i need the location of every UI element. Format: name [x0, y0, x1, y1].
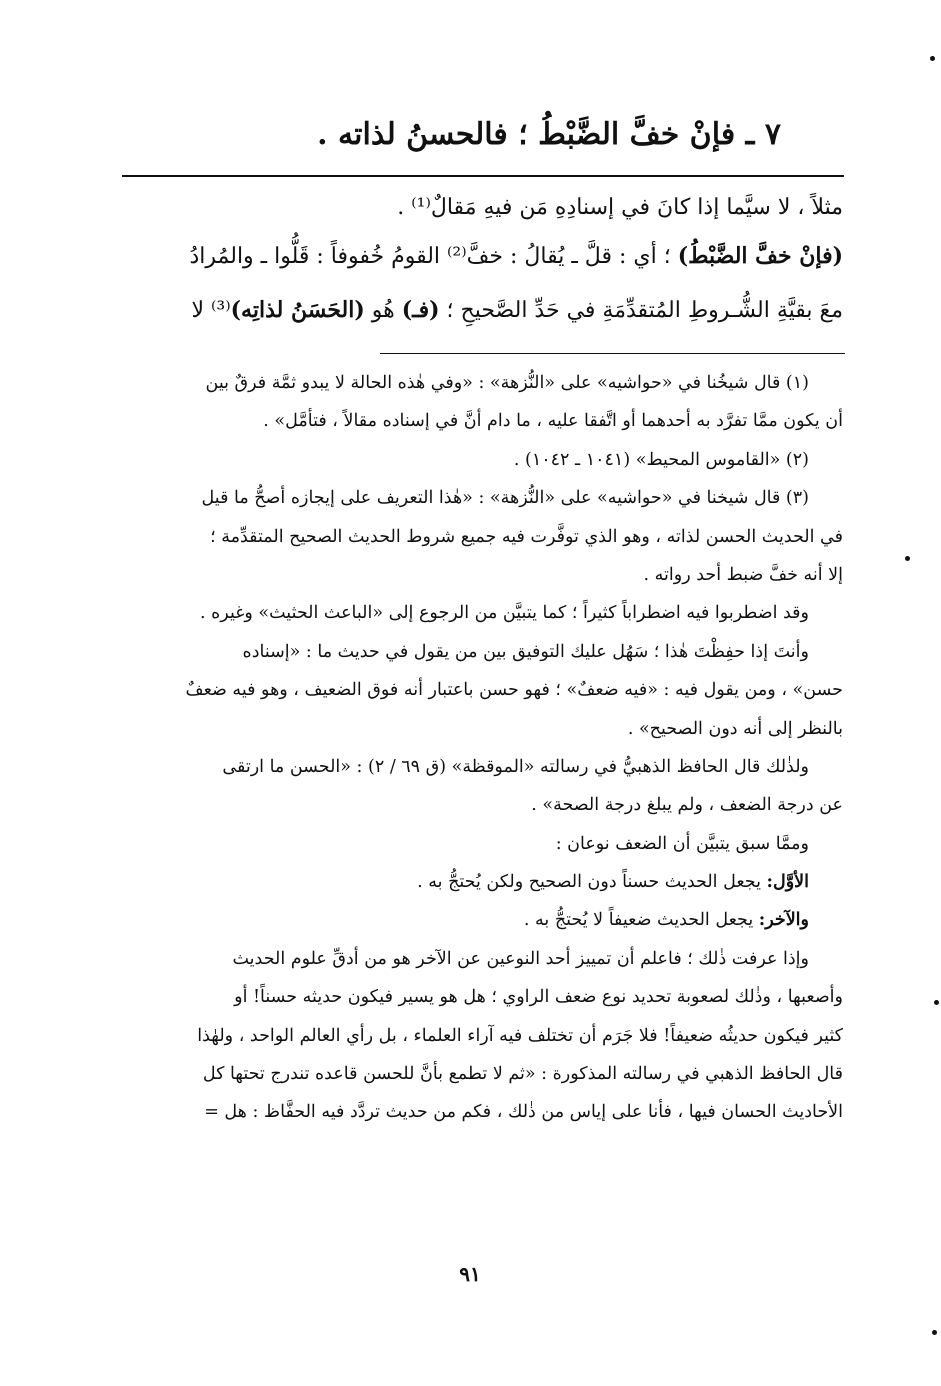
chapter-title: ٧ ـ فإنْ خفَّ الضَّبْطُ ؛ فالحسنُ لذاته . [317, 117, 781, 152]
footnote-line-text: يجعل الحديث ضعيفاً لا يُحتجُّ به . [523, 910, 754, 931]
footnote-line [121, 901, 843, 939]
main-line-3-bold-2: (الحَسَنُ لذاتِه) [230, 297, 365, 323]
main-line-3-bold-1: (فـ) [401, 297, 440, 323]
main-text [121, 182, 843, 336]
footnote-separator [380, 353, 845, 354]
footnote-line: حسن» ، ومن يقول فيه : «فيه ضعفٌ» ؛ فهو حسن باعتبار أنه فوق الضعيف ، وهو فيه ضعفٌ [185, 680, 843, 701]
scan-speck [930, 56, 935, 61]
main-line-3-end: ⁽³⁾ لا [191, 298, 231, 323]
footnote-line: أن يكون ممَّا تفرَّد به أحدهما أو اتَّفقا عليه ، ما دام أنَّ في إسناده مقالاً ، فتأمَّل» . [263, 411, 843, 432]
footnote-line: وأنتَ إذا حفِظْتَ هٰذا ؛ سَهُل عليك التوفيق بين من يقول في حديث ما : «إسناده [242, 641, 809, 662]
title-rule [122, 175, 844, 177]
footnotes [121, 364, 843, 1132]
page-number: ٩١ [459, 1262, 481, 1286]
main-line-3 [121, 284, 843, 336]
scan-speck [905, 556, 910, 561]
main-line-2-bold: (فإنْ خفَّ الضَّبْطُ) [677, 243, 843, 269]
scan-speck [932, 1330, 937, 1335]
footnote-line: (١) قال شيخُنا في «حواشيه» على «النُّزهة» : «وفي هٰذه الحالة لا يبدو ثمَّة فرقٌ بين [205, 373, 809, 393]
main-line-2 [121, 230, 843, 284]
footnote-line: بالنظر إلى أنه دون الصحيح» . [627, 718, 843, 739]
main-line-2-rest: ؛ أي : قلَّ ـ يُقالُ : خفَّ⁽²⁾ القومُ خُفوفاً : قَلُّوا ـ والمُرادُ [189, 244, 678, 269]
main-line-3-start: معَ بقيَّةِ الشُّـروطِ المُتقدِّمَةِ في حَدِّ الصَّحيحِ ؛ [439, 298, 843, 323]
footnote-line: وإذا عرفت ذٰلك ؛ فاعلم أن تمييز أحد النوعين عن الآخر هو من أدقِّ علوم الحديث [232, 948, 809, 969]
footnote-line: كثير فيكون حديثُه ضعيفاً! فلا جَرَم أن تختلف فيه آراء العلماء ، بل رأي العالم الواحد ، ولهٰذا [197, 1025, 843, 1046]
footnote-line: (٣) قال شيخنا في «حواشيه» على «النُّزهة» : «هٰذا التعريف على إيجازه أصحُّ ما قيل [201, 488, 809, 509]
main-line-3-mid: هُو [364, 298, 402, 323]
footnote-line: الأحاديث الحسان فيها ، فأنا على إياس من ذٰلك ، فكم من حديث تردَّد فيه الحفَّاظ : هل = [204, 1102, 843, 1123]
footnote-label-first: الأوَّل: [766, 872, 809, 893]
footnote-line: إلا أنه خفَّ ضبط أحد رواته . [643, 564, 843, 585]
footnote-line [121, 863, 843, 901]
footnote-line-text: يجعل الحديث حسناً دون الصحيح ولكن يُحتجُّ به . [417, 872, 761, 893]
footnote-line: ولذٰلك قال الحافظ الذهبيُّ في رسالته «الموقظة» (ق ٦٩ / ٢) : «الحسن ما ارتقى [222, 756, 809, 777]
footnote-line: قال الحافظ الذهبي في رسالته المذكورة : «ثم لا تطمع بأنَّ للحسن قاعده تندرج تحتها كل [202, 1064, 843, 1085]
scan-speck [934, 1000, 939, 1005]
footnote-line: وممَّا سبق يتبيَّن أن الضعف نوعان : [555, 833, 809, 854]
footnote-line: في الحديث الحسن لذاته ، وهو الذي توفَّرت فيه جميع شروط الحديث الصحيح المتقدِّمة ؛ [210, 526, 843, 547]
footnote-line: وقد اضطربوا فيه اضطراباً كثيراً ؛ كما يتبيَّن من الرجوع إلى «الباعث الحثيث» وغيره . [200, 603, 809, 624]
footnote-label-last: والآخر: [758, 910, 809, 931]
footnote-line: وأصعبها ، وذٰلك لصعوبة تحديد نوع ضعف الراوي ؛ هل هو يسير فيكون حديثه حسناً! أو [234, 987, 843, 1008]
main-line-1: مثلاً ، لا سيَّما إذا كانَ في إسنادِهِ مَن فيهِ مَقالٌ⁽¹⁾ . [397, 195, 843, 220]
footnote-line: (٢) «القاموس المحيط» (١٠٤١ ـ ١٠٤٢) . [513, 449, 809, 470]
footnote-line: عن درجة الضعف ، ولم يبلغ درجة الصحة» . [531, 795, 843, 816]
